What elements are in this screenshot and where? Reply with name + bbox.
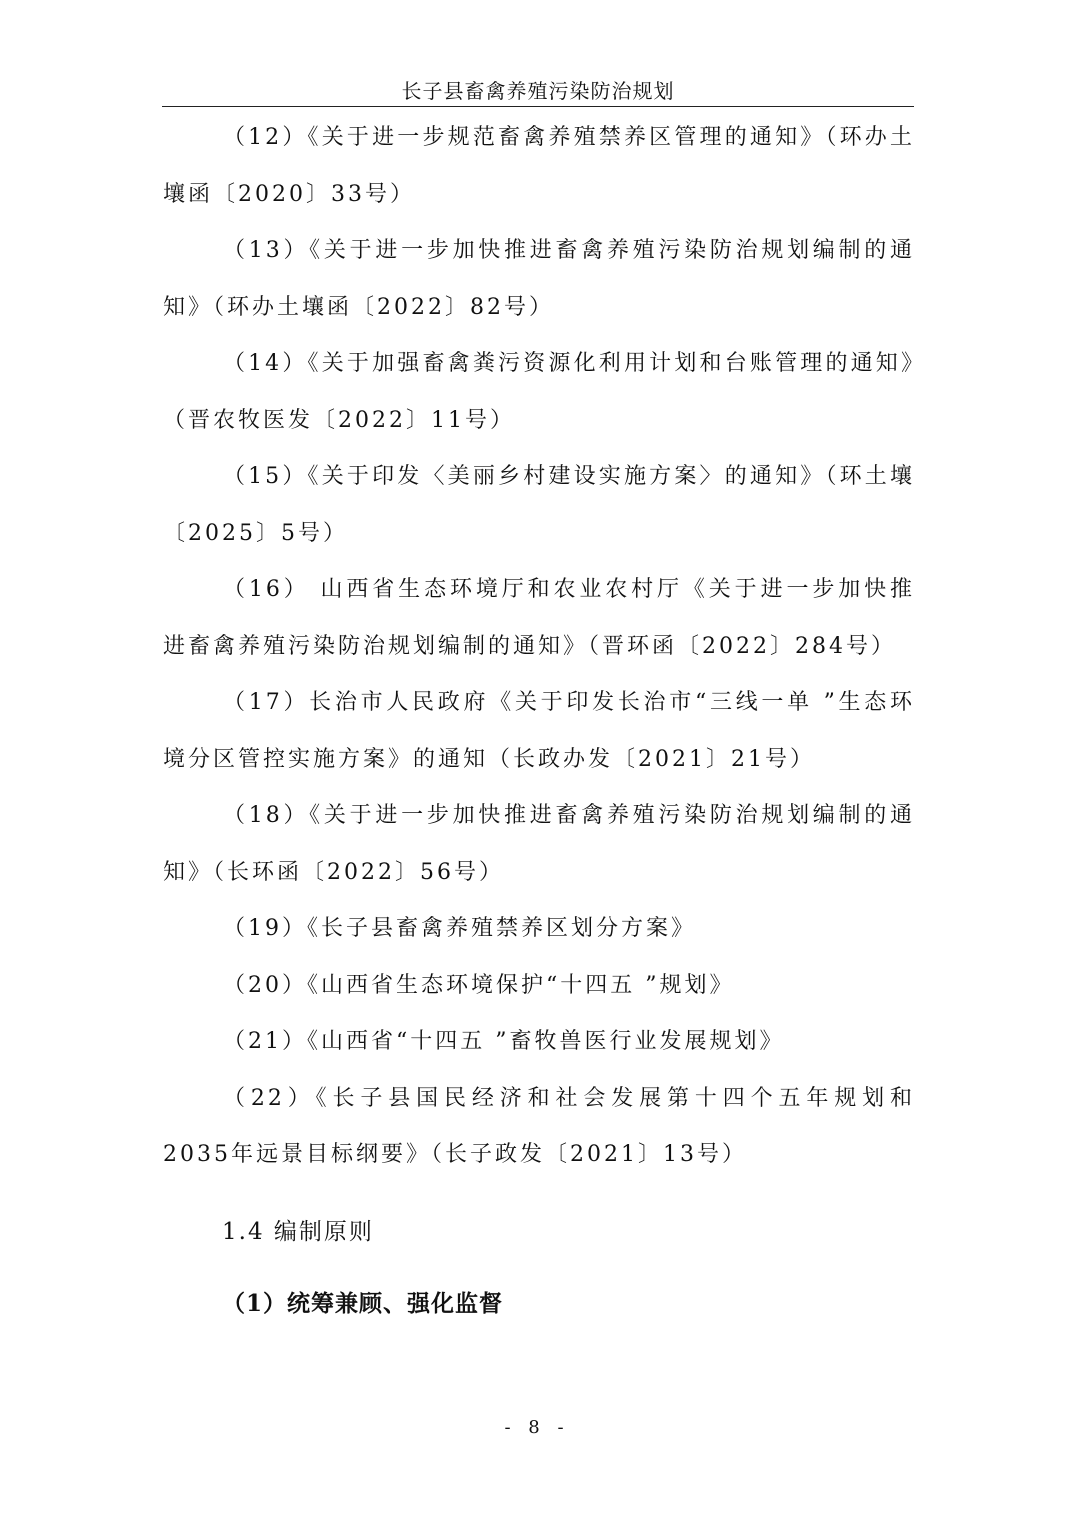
reference-item-19: （19）《长子县畜禽养殖禁养区划分方案》 [223, 916, 696, 941]
page-number: - 8 - [504, 1417, 570, 1438]
reference-item-17: （17）长治市人民政府《关于印发长治市“三线一单 ”生态环境分区管控实施方案》的通知（长政办发〔2021〕21号） [163, 690, 915, 772]
subsection-heading: （1）统筹兼顾、强化监督 [222, 1290, 504, 1317]
reference-item-20: （20）《山西省生态环境保护“十四五 ”规划》 [223, 972, 735, 998]
section-heading: 1.4 编制原则 [222, 1219, 374, 1245]
running-header [162, 76, 914, 107]
reference-item-14: （14）《关于加强畜禽粪污资源化利用计划和台账管理的通知》（晋农牧医发〔2022〕11号） [163, 351, 915, 433]
document-title: 长子县畜禽养殖污染防治规划 [401, 79, 675, 103]
reference-list [163, 110, 915, 1184]
reference-item-13: （13）《关于进一步加快推进畜禽养殖污染防治规划编制的通知》（环办土壤函〔2022〕82号） [163, 238, 915, 320]
reference-item-21: （21）《山西省“十四五 ”畜牧兽医行业发展规划》 [223, 1029, 785, 1054]
reference-item-16: （16） 山西省生态环境厅和农业农村厅《关于进一步加快推进畜禽养殖污染防治规划编制的通知》（晋环函〔2022〕284号） [163, 577, 915, 659]
reference-item-12: （12）《关于进一步规范畜禽养殖禁养区管理的通知》（环办土壤函〔2020〕33号） [163, 125, 915, 207]
reference-item-15: （15）《关于印发〈美丽乡村建设实施方案〉的通知》（环土壤〔2025〕5号） [163, 464, 915, 546]
reference-item-22: （22）《长子县国民经济和社会发展第十四个五年规划和 2035年远景目标纲要》（长子政发〔2021〕13号） [163, 1085, 915, 1167]
reference-item-18: （18）《关于进一步加快推进畜禽养殖污染防治规划编制的通知》（长环函〔2022〕56号） [163, 803, 915, 885]
